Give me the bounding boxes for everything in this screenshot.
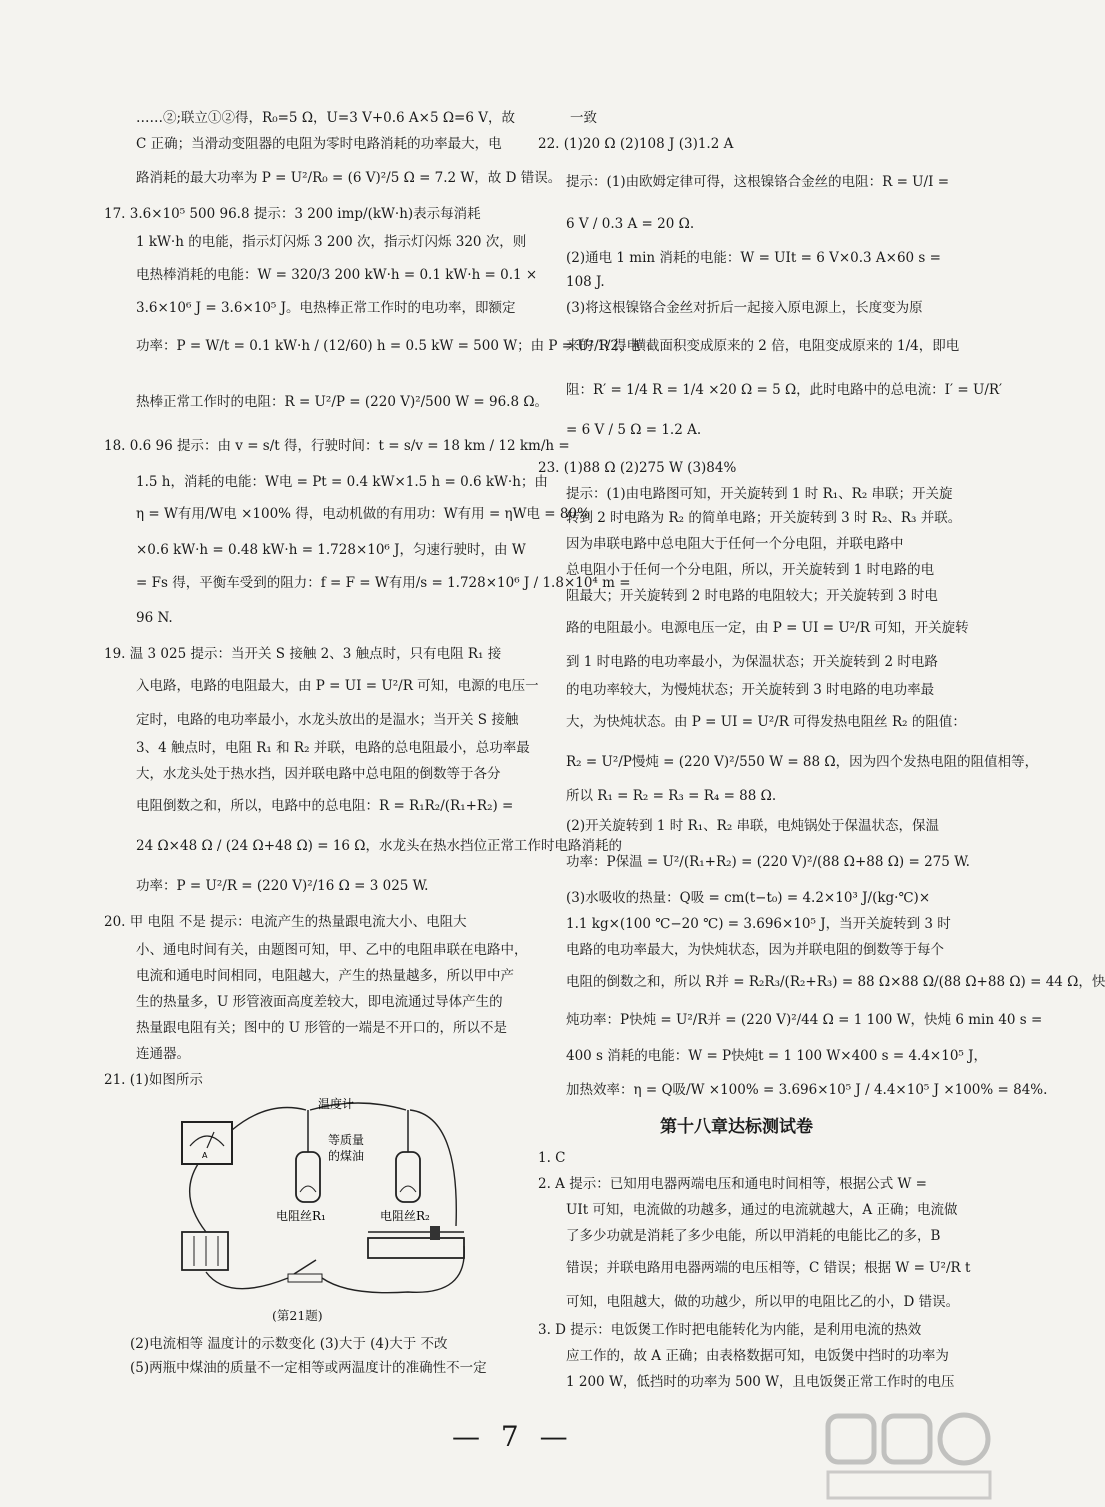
text-line: 提示：(1)由电路图可知，开关旋转到 1 时 R₁、R₂ 串联；开关旋 <box>566 486 953 502</box>
text-line: 6 V / 0.3 A = 20 Ω. <box>566 216 695 232</box>
text-line: 炖功率：P快炖 = U²/R并 = (220 V)²/44 Ω = 1 100 W，快炖 6 min 40 s = <box>566 1012 1043 1028</box>
section-heading: 第十八章达标测试卷 <box>660 1117 813 1137</box>
text-line: (3)将这根镍铬合金丝对折后一起接入原电源上，长度变为原 <box>566 300 923 316</box>
text-line: 可知，电阻越大，做的功越少，所以甲的电阻比乙的小，D 错误。 <box>566 1294 960 1310</box>
text-line: 1. C <box>538 1150 566 1166</box>
text-line: (5)两瓶中煤油的质量不一定相等或两温度计的准确性不一定 <box>130 1360 487 1376</box>
text-line: 功率：P保温 = U²/(R₁+R₂) = (220 V)²/(88 Ω+88 Ω) = 275 W. <box>566 854 970 870</box>
text-line: 电路的电功率最大，为快炖状态，因为并联电阻的倒数等于每个 <box>566 942 944 958</box>
text-line: 热棒正常工作时的电阻：R = U²/P = (220 V)²/500 W = 96.8 Ω。 <box>136 394 549 410</box>
text-line: 所以 R₁ = R₂ = R₃ = R₄ = 88 Ω. <box>566 788 777 804</box>
thermometer-label: 温度计 <box>318 1097 355 1111</box>
flask-right-icon <box>396 1110 420 1202</box>
text-line: ……②;联立①②得，R₀=5 Ω，U=3 V+0.6 A×5 Ω=6 V，故 <box>136 110 515 126</box>
text-line: 19. 温 3 025 提示：当开关 S 接触 2、3 触点时，只有电阻 R₁ 接 <box>104 646 502 662</box>
text-line: 连通器。 <box>136 1046 190 1062</box>
text-line: (2)开关旋转到 1 时 R₁、R₂ 串联，电炖锅处于保温状态，保温 <box>566 818 940 834</box>
text-line: 一致 <box>570 110 597 126</box>
circuit-wire <box>190 1103 465 1293</box>
text-line: 阻：R′ = 1/4 R = 1/4 ×20 Ω = 5 Ω，此时电路中的总电流：I′ = U/R′ <box>566 382 1003 398</box>
text-line: 加热效率：η = Q吸/W ×100% = 3.696×10⁵ J / 4.4×10⁵ J ×100% = 84%. <box>566 1082 1048 1098</box>
site-watermark-logo <box>824 1410 994 1505</box>
text-line: 功率：P = U²/R = (220 V)²/16 Ω = 3 025 W. <box>136 878 429 894</box>
text-line: 定时，电路的电功率最小，水龙头放出的是温水；当开关 S 接触 <box>136 712 519 728</box>
text-line: C 正确；当滑动变阻器的电阻为零时电路消耗的功率最大，电 <box>136 136 502 152</box>
text-line: 20. 甲 电阻 不是 提示：电流产生的热量跟电流大小、电阻大 <box>104 914 467 930</box>
battery-icon <box>182 1232 228 1270</box>
text-line: ×0.6 kW·h = 0.48 kW·h = 1.728×10⁶ J，匀速行驶时，由 W <box>136 542 526 558</box>
oil-label-1: 等质量 <box>328 1133 365 1147</box>
text-line: 3.6×10⁶ J = 3.6×10⁵ J。电热棒正常工作时的电功率，即额定 <box>136 300 516 316</box>
rheostat-icon <box>368 1226 464 1258</box>
text-line: (2)电流相等 温度计的示数变化 (3)大于 (4)大于 不改 <box>130 1336 448 1352</box>
text-line: 电阻倒数之和，所以，电路中的总电阻：R = R₁R₂/(R₁+R₂) = <box>136 798 514 814</box>
text-line: 2. A 提示：已知用电器两端电压和通电时间相等，根据公式 W = <box>538 1176 927 1192</box>
flask-left-icon <box>296 1110 320 1202</box>
text-line: 23. (1)88 Ω (2)275 W (3)84% <box>538 460 737 476</box>
text-line: UIt 可知，电流做的功越多，通过的电流就越大，A 正确；电流做 <box>566 1202 958 1218</box>
text-line: 了多少功就是消耗了多少电能，所以甲消耗的电能比乙的多，B <box>566 1228 941 1244</box>
page-number: — 7 — <box>452 1420 574 1453</box>
experiment-circuit-figure <box>168 1096 468 1304</box>
text-line: 来的 1/2，横截面积变成原来的 2 倍，电阻变成原来的 1/4，即电 <box>566 338 960 354</box>
text-line: 错误；并联电路用电器两端的电压相等，C 错误；根据 W = U²/R t <box>566 1260 971 1276</box>
switch-icon <box>288 1260 322 1282</box>
oil-label-2: 的煤油 <box>328 1149 365 1163</box>
resistor-r1-label: 电阻丝R₁ <box>276 1209 326 1223</box>
text-line: 24 Ω×48 Ω / (24 Ω+48 Ω) = 16 Ω，水龙头在热水挡位正常工作时电路消耗的 <box>136 838 622 854</box>
text-line: 电流和通电时间相同，电阻越大，产生的热量越多，所以甲中产 <box>136 968 514 984</box>
text-line: R₂ = U²/P慢炖 = (220 V)²/550 W = 88 Ω，因为四个发热电阻的阻值相等， <box>566 754 1039 770</box>
text-line: 因为串联电路中总电阻大于任何一个分电阻，并联电路中 <box>566 536 904 552</box>
text-line: 400 s 消耗的电能：W = P快炖t = 1 100 W×400 s = 4.4×10⁵ J， <box>566 1048 988 1064</box>
text-line: 功率：P = W/t = 0.1 kW·h / (12/60) h = 0.5 kW = 500 W；由 P = U²/R 得电 <box>136 338 641 354</box>
resistor-r2-label: 电阻丝R₂ <box>380 1209 430 1223</box>
text-line: 电阻的倒数之和，所以 R并 = R₂R₃/(R₂+R₃) = 88 Ω×88 Ω/(88 Ω+88 Ω) = 44 Ω，快 <box>566 974 1105 990</box>
text-line: (3)水吸收的热量：Q吸 = cm(t−t₀) = 4.2×10³ J/(kg·℃)× <box>566 890 931 906</box>
text-line: η = W有用/W电 ×100% 得，电动机做的有用功：W有用 = ηW电 = 80% <box>136 506 590 522</box>
text-line: 生的热量多，U 形管液面高度差较大，即电流通过导体产生的 <box>136 994 503 1010</box>
text-line: 应工作的，故 A 正确；由表格数据可知，电饭煲中挡时的功率为 <box>566 1348 949 1364</box>
text-line: 总电阻小于任何一个分电阻，所以，开关旋转到 1 时电路的电 <box>566 562 935 578</box>
text-line: 到 1 时电路的电功率最小，为保温状态；开关旋转到 2 时电路 <box>566 654 938 670</box>
text-line: 提示：(1)由欧姆定律可得，这根镍铬合金丝的电阻：R = U/I = <box>566 174 950 190</box>
text-line: 电热棒消耗的电能：W = 320/3 200 kW·h = 0.1 kW·h = 0.1 × <box>136 267 538 283</box>
text-line: 1.1 kg×(100 ℃−20 ℃) = 3.696×10⁵ J，当开关旋转到 3 时 <box>566 916 951 932</box>
text-line: = Fs 得，平衡车受到的阻力：f = F = W有用/s = 1.728×10⁶ J / 1.8×10⁴ m = <box>136 575 631 591</box>
ammeter-icon <box>182 1122 232 1164</box>
text-line: 96 N. <box>136 610 173 626</box>
text-line: 17. 3.6×10⁵ 500 96.8 提示：3 200 imp/(kW·h)表示每消耗 <box>104 206 481 222</box>
text-line: 3. D 提示：电饭煲工作时把电能转化为内能，是利用电流的热效 <box>538 1322 922 1338</box>
text-line: 108 J. <box>566 274 605 290</box>
text-line: 转到 2 时电路为 R₂ 的简单电路；开关旋转到 3 时 R₂、R₃ 并联。 <box>566 510 962 526</box>
text-line: 3、4 触点时，电阻 R₁ 和 R₂ 并联，电路的总电阻最小，总功率最 <box>136 740 530 756</box>
text-line: 热量跟电阻有关；图中的 U 形管的一端是不开口的，所以不是 <box>136 1020 507 1036</box>
text-line: 路消耗的最大功率为 P = U²/R₀ = (6 V)²/5 Ω = 7.2 W，故 D 错误。 <box>136 170 562 186</box>
text-line: 1 kW·h 的电能，指示灯闪烁 3 200 次，指示灯闪烁 320 次，则 <box>136 234 527 250</box>
text-line: 阻最大；开关旋转到 2 时电路的电阻较大；开关旋转到 3 时电 <box>566 588 938 604</box>
text-line: = 6 V / 5 Ω = 1.2 A. <box>566 422 702 438</box>
text-line: 22. (1)20 Ω (2)108 J (3)1.2 A <box>538 136 734 152</box>
figure-caption: (第21题) <box>272 1308 323 1323</box>
text-line: 的电功率较大，为慢炖状态；开关旋转到 3 时电路的电功率最 <box>566 682 935 698</box>
meter-letter: A <box>202 1151 208 1160</box>
text-line: 小、通电时间有关，由题图可知，甲、乙中的电阻串联在电路中， <box>136 942 528 958</box>
text-line: 1 200 W，低挡时的功率为 500 W，且电饭煲正常工作时的电压 <box>566 1374 955 1390</box>
text-line: (2)通电 1 min 消耗的电能：W = UIt = 6 V×0.3 A×60 s = <box>566 250 941 266</box>
text-line: 大，为快炖状态。由 P = UI = U²/R 可得发热电阻丝 R₂ 的阻值： <box>566 714 966 730</box>
text-line: 路的电阻最小。电源电压一定，由 P = UI = U²/R 可知，开关旋转 <box>566 620 969 636</box>
text-line: 1.5 h，消耗的电能：W电 = Pt = 0.4 kW×1.5 h = 0.6 kW·h；由 <box>136 474 548 490</box>
text-line: 大，水龙头处于热水挡，因并联电路中总电阻的倒数等于各分 <box>136 766 501 782</box>
text-line: 入电路，电路的电阻最大，由 P = UI = U²/R 可知，电源的电压一 <box>136 678 539 694</box>
text-line: 21. (1)如图所示 <box>104 1072 203 1088</box>
text-line: 18. 0.6 96 提示：由 v = s/t 得，行驶时间：t = s/v = 18 km / 12 km/h = <box>104 438 570 454</box>
